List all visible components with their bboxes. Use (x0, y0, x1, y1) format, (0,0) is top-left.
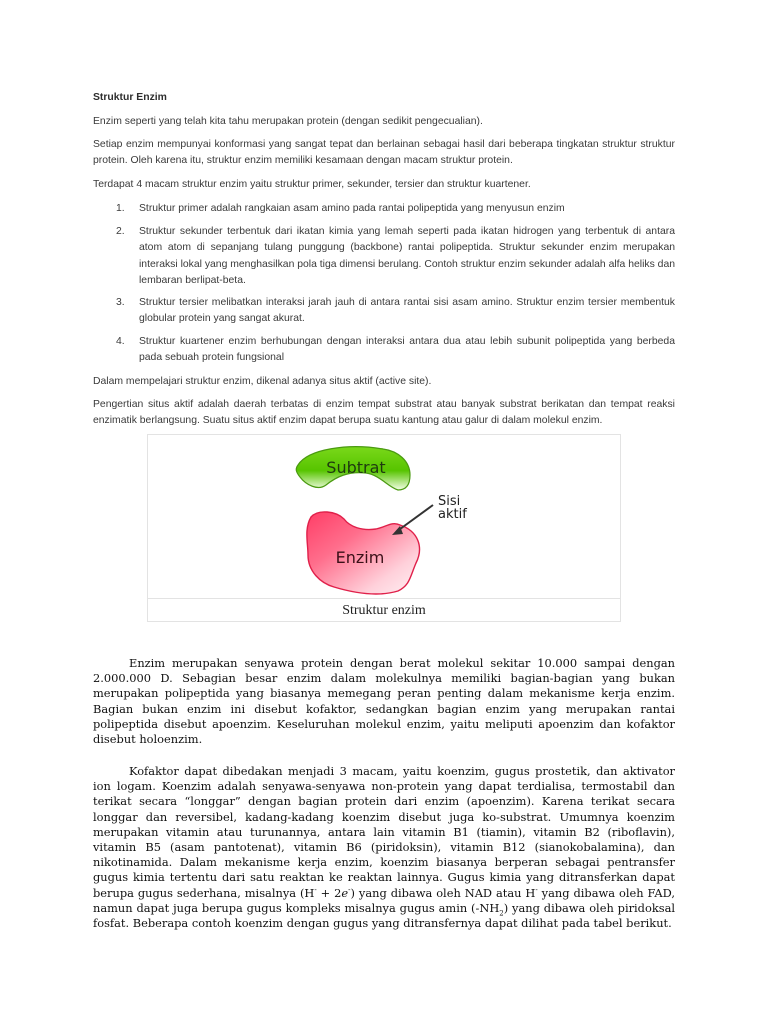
enzyme-figure (147, 434, 621, 622)
list-text: Struktur primer adalah rangkaian asam amino pada rantai polipeptida yang menyusun enzim (139, 203, 565, 214)
body-text: ) yang dibawa oleh piridoksal fosfat. Beberapa contoh koenzim dengan gugus yang ditransfernya dapat dilihat pada tabel berikut. (93, 900, 675, 931)
substrate-label: Subtrat (326, 458, 386, 477)
intro-paragraph: Enzim seperti yang telah kita tahu merupakan protein (dengan sedikit pengecualian). (93, 116, 483, 127)
body-paragraph-molecular-weight (93, 656, 675, 747)
superscript: - (348, 885, 351, 894)
body-text: Kofaktor dapat dibedakan menjadi 3 macam, yaitu koenzim, gugus prostetik, dan aktivator ion logam. Koenzim adalah senyawa-senyawa non-protein yang dapat terdialisa, termostabil dan terikat secara “longgar” dengan bagian protein dari enzim (apoenzim). Karena terikat secara longgar dan reversibel, kadang-kadang koenzim disebut juga ko-substrat. Umumnya koenzim merupakan vitamin atau turunannya, antara lain vitamin B1 (tiamin), vitamin B2 (riboflavin), vitamin B5 (asam pantotenat), vitamin B6 (piridoksin), vitamin B12 (sianokobalamina), dan nikotinamida. Dalam mekanisme kerja enzim, koenzim biasanya berperan sebagai pentransfer gugus kimia tertentu dari satu reaktan ke reaktan lainnya. Gugus kimia yang ditransferkan dapat berupa gugus sederhana, misalnya (H (93, 764, 675, 900)
active-site-definition-paragraph: Pengertian situs aktif adalah daerah terbatas di enzim tempat substrat atau banyak substrat berikatan dan tempat reaksi enzimatik berlangsung. Suatu situs aktif enzim dapat berupa suatu kantung atau galur di dalam molekul enzim. (93, 399, 675, 427)
list-item (93, 295, 675, 329)
body-text: + 2 (316, 885, 342, 900)
list-text: Struktur kuartener enzim berhubungan dengan interaksi antara dua atau lebih subunit polipeptida yang berbeda pada sebuah protein fungsional (139, 336, 675, 364)
figure-caption: Struktur enzim (147, 598, 621, 622)
list-number: 2. (116, 226, 125, 237)
list-number: 3. (116, 297, 125, 308)
body-text: yang dibawa oleh FAD, namun dapat juga berupa gugus kompleks misalnya gugus amin (-NH (93, 885, 675, 915)
body-text: Enzim merupakan senyawa protein dengan berat molekul sekitar 10.000 sampai dengan 2.000.000 D. Sebagian besar enzim dalam molekulnya memiliki bagian-bagian yang bukan merupakan polipeptida yang biasanya memegang peran penting dalam mekanisme kerja enzim. Bagian bukan enzim ini disebut kofaktor, sedangkan bagian enzim yang merupakan rantai polipeptida disebut apoenzim. Keseluruhan molekul enzim, yaitu meliputi apoenzim dan kofaktor disebut holoenzim. (93, 656, 675, 747)
list-item (93, 224, 675, 290)
body-text: ) yang dibawa oleh NAD atau H (350, 885, 536, 900)
list-number: 4. (116, 336, 125, 347)
active-site-pointer (392, 505, 433, 535)
page-title: Struktur Enzim (93, 92, 167, 103)
conformation-paragraph: Setiap enzim mempunyai konformasi yang sangat tepat dan berlainan sebagai hasil dari beberapa tingkatan struktur struktur protein. Oleh karena itu, struktur enzim memiliki kesamaan dengan macam struktur protein. (93, 139, 675, 167)
list-item (93, 201, 675, 219)
body-paragraph-cofactor (93, 764, 675, 931)
list-text: Struktur sekunder terbentuk dari ikatan kimia yang lemah seperti pada ikatan hidrogen yang terbentuk di antara atom atom di sepanjang tulang punggung (backbone) rantai polipeptida. Struktur sekunder enzim merupakan interaksi lokal yang menghasilkan pola tiga dimensi berulang. Contoh struktur enzim sekunder adalah alfa heliks dan lembaran berlipat-beta. (139, 226, 676, 287)
substrate-shape (296, 447, 410, 490)
active-site-intro-paragraph: Dalam mempelajari struktur enzim, dikenal adanya situs aktif (active site). (93, 376, 432, 387)
structure-types-paragraph: Terdapat 4 macam struktur enzim yaitu struktur primer, sekunder, tersier dan struktur kuartener. (93, 179, 531, 190)
superscript: - (535, 885, 538, 894)
superscript: - (314, 885, 317, 894)
list-text: Struktur tersier melibatkan interaksi jarah jauh di antara rantai sisi asam amino. Struktur enzim tersier membentuk globular protein yang sangat akurat. (139, 297, 675, 325)
subscript: 2 (499, 909, 504, 918)
enzyme-shape (307, 512, 420, 594)
electron-symbol: e (341, 885, 349, 900)
list-item (93, 334, 675, 368)
active-site-label-line2: aktif (438, 507, 467, 522)
enzyme-label: Enzim (335, 548, 385, 567)
active-site-label-line1: Sisi (438, 494, 461, 509)
enzyme-diagram (148, 435, 622, 599)
list-number: 1. (116, 203, 125, 214)
